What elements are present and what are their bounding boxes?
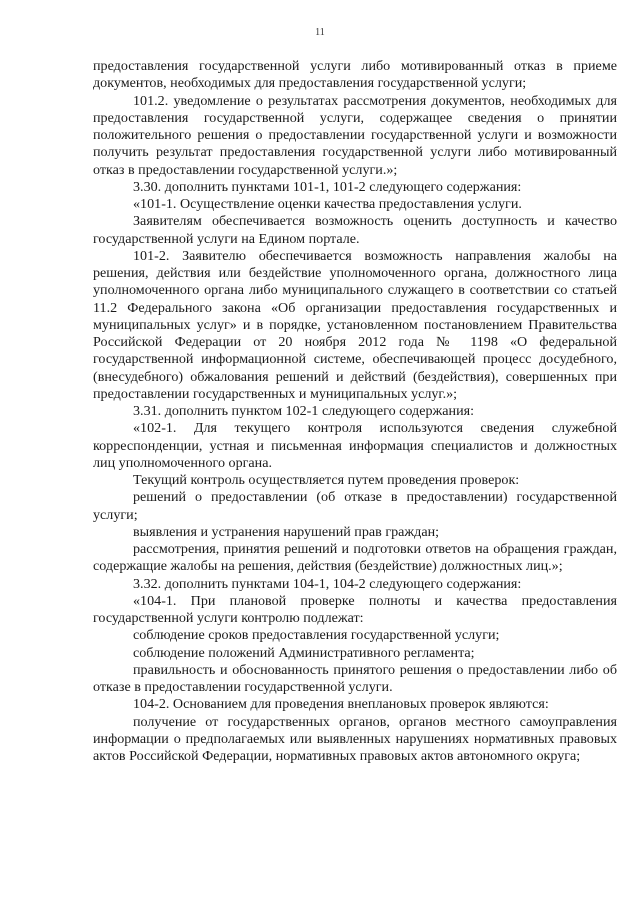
paragraph: «101-1. Осуществление оценки качества предоставления услуги. bbox=[133, 196, 522, 212]
paragraph: получение от государственных органов, органов местного самоуправления информации о предполагаемых или выявленных нарушениях нормативных правовых актов Российской Федерации, нормативных правовых актов автономного округа; bbox=[93, 713, 617, 764]
paragraph: соблюдение положений Административного регламента; bbox=[133, 644, 475, 661]
paragraph: 104-2. Основанием для проведения внеплановых проверок являются: bbox=[133, 696, 549, 713]
paragraph: «102-1. Для текущего контроля используются сведения служебной корреспонденции, устная и письменная информация специалистов и должностных лиц уполномоченного органа. bbox=[93, 420, 617, 471]
document-body bbox=[93, 58, 617, 765]
paragraph: рассмотрения, принятия решений и подготовки ответов на обращения граждан, содержащие жалобы на решения, действия (бездействие) должностных лиц.»; bbox=[93, 541, 617, 575]
paragraph: выявления и устранения нарушений прав граждан; bbox=[133, 523, 440, 540]
paragraph: Заявителям обеспечивается возможность оценить доступность и качество государственной услуги на Едином портале. bbox=[93, 213, 617, 247]
paragraph: 101.2. уведомление о результатах рассмотрения документов, необходимых для предоставления государственной услуги, содержащее сведения о принятии положительного решения о предоставлении государственной услуги и возможности получить результат предоставления государственной услуги либо мотивированный отказ в предоставлении государственной услуги.»; bbox=[93, 92, 617, 178]
paragraph: решений о предоставлении (об отказе в предоставлении) государственной услуги; bbox=[93, 489, 617, 523]
paragraph: 3.30. дополнить пунктами 101-1, 101-2 следующего содержания: bbox=[133, 178, 522, 195]
paragraph: 3.32. дополнить пунктами 104-1, 104-2 следующего содержания: bbox=[133, 575, 522, 592]
paragraph: соблюдение сроков предоставления государственной услуги; bbox=[133, 627, 500, 644]
paragraph: предоставления государственной услуги либо мотивированный отказ в приеме документов, необходимых для предоставления государственной услуги; bbox=[93, 58, 617, 92]
paragraph: «104-1. При плановой проверке полноты и качества предоставления государственной услуги контролю подлежат: bbox=[93, 592, 617, 626]
paragraph: 101-2. Заявителю обеспечивается возможность направления жалобы на решения, действия или бездействие уполномоченного органа, должностного лица уполномоченного органа либо муниципального служащего в соответствии со статьей 11.2 Федерального закона «Об организации предоставления государственных и муниципальных услуг» и в порядке, установленном постановлением Правительства Российской Федерации от 20 ноября 2012 года № 1198 «О федеральной государственной информационной системе, обеспечивающей процесс досудебного, (внесудебного) обжалования решений и действий (бездействия), совершенных при предоставлении государственных и муниципальных услуг.»; bbox=[93, 247, 617, 402]
paragraph: Текущий контроль осуществляется путем проведения проверок: bbox=[133, 472, 520, 488]
page-number: 11 bbox=[315, 27, 325, 38]
paragraph: 3.31. дополнить пунктом 102-1 следующего содержания: bbox=[133, 403, 475, 419]
paragraph: правильность и обоснованность принятого решения о предоставлении либо об отказе в предоставлении государственной услуги. bbox=[93, 661, 617, 695]
